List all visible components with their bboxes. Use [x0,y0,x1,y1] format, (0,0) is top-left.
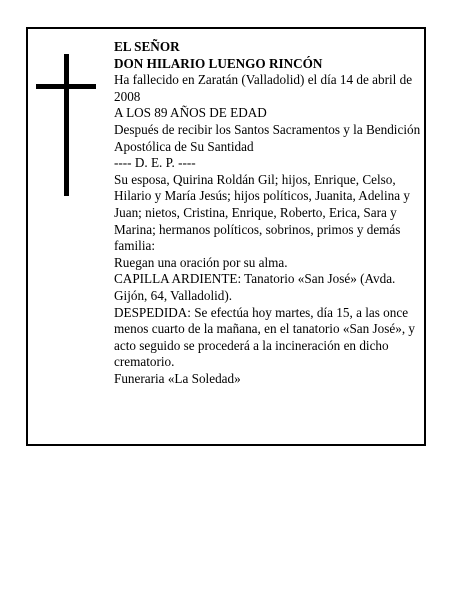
cross-horizontal-bar [36,84,96,89]
obituary-text-block [114,39,430,387]
prayer-request: Ruegan una oración por su alma. [114,254,288,270]
deceased-name: DON HILARIO LUENGO RINCÓN [114,55,323,71]
latin-cross-icon [36,54,96,196]
death-info: Ha fallecido en Zaratán (Valladolid) el día 14 de abril de 2008 [114,72,413,104]
age-line: A LOS 89 AÑOS DE EDAD [114,105,267,121]
sacraments-line: Después de recibir los Santos Sacramentos y la Bendición Apostólica de Su Santidad [114,121,421,154]
family-list: Su esposa, Quirina Roldán Gil; hijos, Enrique, Celso, Hilario y María Jesús; hijos políticos, Juanita, Adelina y Juan; nietos, Cristina, Enrique, Roberto, Erica, Sara y Marina; hermanos políticos, sobrinos, primos y demás familia: [114,171,410,254]
rip-line: ---- D. E. P. ---- [114,155,196,171]
funeral-home: Funeraria «La Soledad» [114,370,241,386]
cross-vertical-bar [64,54,69,196]
farewell-info: DESPEDIDA: Se efectúa hoy martes, día 15, a las once menos cuarto de la mañana, en el tanatorio «San José», y acto seguido se procederá a la incineración en dicho crematorio. [114,304,416,370]
deceased-title: EL SEÑOR [114,39,180,54]
chapel-info: CAPILLA ARDIENTE: Tanatorio «San José» (Avda. Gijón, 64, Valladolid). [114,271,396,303]
